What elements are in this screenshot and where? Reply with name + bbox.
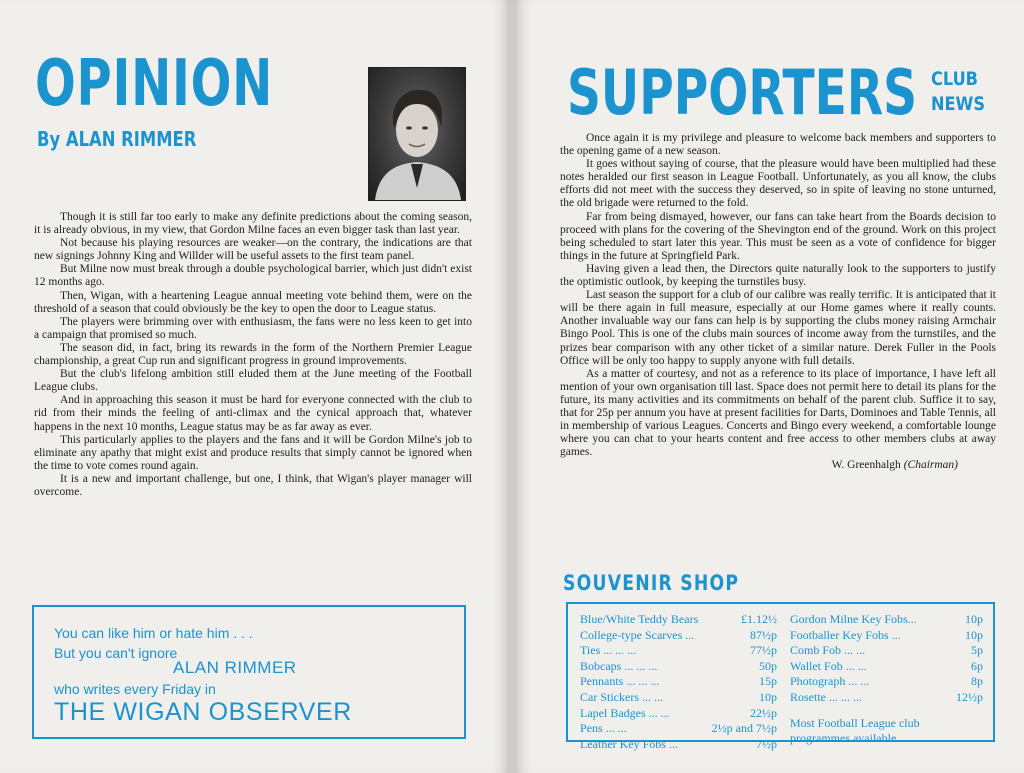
item-name: Pens ... ... [580, 721, 627, 736]
price-row [580, 643, 777, 659]
item-name: Ties ... ... ... [580, 643, 637, 658]
price-row [580, 612, 777, 628]
supporters-title: SUPPORTERS [567, 56, 918, 129]
price-row [580, 628, 777, 644]
left-page [0, 0, 510, 773]
price-row [580, 721, 777, 737]
supporters-article [560, 132, 996, 472]
paragraph: Far from being dismayed, however, our fans can take heart from the Boards decision to proceed with plans for the covering of the Shevington end of the ground. Work on this project being scheduled to start later this year. This must be seen as a vote of confidence for bigger things in the future at Springfield Park. [560, 210, 996, 262]
item-price: 10p [759, 689, 777, 704]
paragraph: Last season the support for a club of our calibre was really terrific. It is anticipated that it will be there again in full measure, especially at our Home games where it really counts. Another invaluable way our fans can help is by supporting the clubs money raising Armchair Bingo Pool. This is one of the clubs main sources of income away from the turnstiles, and the prizes bear comparison with any other ticket of a similar nature. Derek Fuller in the Pools Office will be only too happy to supply anyone with full details. [560, 289, 996, 367]
item-price: 7½p [756, 736, 777, 751]
paragraph: The players were brimming over with enthusiasm, the fans were no less keen to get into a campaign that promised so much. [34, 315, 472, 341]
item-name: Comb Fob ... ... [790, 643, 866, 658]
item-name: Blue/White Teddy Bears [580, 612, 699, 626]
news-label: NEWS [931, 93, 986, 115]
item-name: Photograph ... ... [790, 674, 870, 689]
item-name: Lapel Badges ... ... [580, 705, 670, 720]
item-price: 8p [971, 674, 983, 689]
price-row [790, 674, 983, 690]
item-price: 12½p [956, 689, 983, 704]
advert-box [32, 605, 466, 739]
paragraph: Then, Wigan, with a heartening League annual meeting vote behind them, were on the threshold of a season that could obviously be the key to open the door to League status. [34, 289, 472, 315]
paragraph: Though it is still far too early to make any definite predictions about the coming season, it is already obvious, in my view, that Gordon Milne faces an even bigger task than last year. [34, 211, 472, 237]
item-name: Rosette ... ... ... [790, 689, 862, 704]
price-row [580, 706, 777, 722]
item-price: 2½p and 7½p [711, 721, 777, 736]
item-price: 77½p [750, 643, 777, 658]
paragraph: It goes without saying of course, that the pleasure would have been multiplied had these notes heralded our first season in League Football. Unfortunately, as you all know, the clubs efforts did not meet with the success they deserved, so in spite of leaving no stone unturned, the old brigade were returned to the fold. [560, 158, 996, 210]
price-row [790, 643, 983, 659]
advert-line-2: But you can't ignore [54, 645, 178, 661]
advert-line-1: You can like him or hate him . . . [54, 625, 253, 641]
portrait-photo-icon [369, 68, 465, 200]
club-label: CLUB [931, 68, 979, 90]
advert-line-4: who writes every Friday in [54, 681, 216, 697]
item-price: 5p [971, 643, 983, 658]
club-news-label [931, 67, 985, 117]
item-name: Footballer Key Fobs ... [790, 627, 901, 642]
item-name: Pennants ... ... ... [580, 674, 660, 689]
item-name: Gordon Milne Key Fobs... [790, 612, 917, 626]
item-name: Bobcaps ... ... ... [580, 658, 658, 673]
item-price: £1.12½ [741, 612, 777, 626]
paragraph: And in approaching this season it must be hard for everyone connected with the club to rid from their minds the feeling of anti-climax and the cynical approach that, whatever happens in the next 10 months, League status may be as far away as ever. [34, 394, 472, 433]
item-name: College-type Scarves ... [580, 627, 695, 642]
advert-columnist-name: ALAN RIMMER [173, 658, 297, 677]
price-row [790, 659, 983, 675]
price-row [580, 674, 777, 690]
programmes-note-line-1: Most Football League club [790, 715, 920, 730]
opinion-article [34, 211, 472, 499]
price-row [580, 659, 777, 675]
byline: By ALAN RIMMER [37, 127, 197, 151]
item-name: Car Stickers ... ... [580, 689, 663, 704]
price-row [790, 628, 983, 644]
price-row [580, 690, 777, 706]
item-price: 50p [759, 658, 777, 673]
paragraph: But Milne now must break through a double psychological barrier, which just didn't exist 12 months ago. [34, 263, 472, 289]
item-price: 10p [965, 612, 983, 626]
price-list-left-column [580, 612, 777, 752]
item-name: Wallet Fob ... ... [790, 658, 867, 673]
paragraph: But the club's lifelong ambition still eluded them at the June meeting of the Football League clubs. [34, 368, 472, 394]
opinion-title: OPINION [35, 47, 274, 121]
programmes-note-line-2: programmes available [790, 731, 897, 746]
paragraph: As a matter of courtesy, and not as a reference to its place of importance, I have left all mention of your own organisation till last. Space does not permit here to detail its plans for the future, its many activities and its commitments on behalf of the parent club. Suffice it to say, that for 25p per annum you have at present facilities for Darts, Dominoes and Table Tennis, all in membership of various Leagues. Concerts and Bingo every weekend, a comfortable lounge where you can chat to your hearts content and free access to other members clubs at away games. [560, 367, 996, 459]
advert-newspaper-name: THE WIGAN OBSERVER [54, 698, 352, 726]
price-row [580, 737, 777, 753]
paragraph: Once again it is my privilege and pleasure to welcome back members and supporters to the opening game of a new season. [560, 132, 996, 158]
paragraph: It is a new and important challenge, but one, I think, that Wigan's player manager will overcome. [34, 472, 472, 498]
signature-name: W. Greenhalgh [831, 459, 901, 472]
signature-role: (Chairman) [903, 459, 958, 472]
item-price: 22½p [750, 705, 777, 720]
price-list-right-column [790, 612, 983, 747]
paragraph: This particularly applies to the players and the fans and it will be Gordon Milne's job to eliminate any apathy that might exist and produce results that simply cannot be ignored when the time to vote comes round again. [34, 433, 472, 472]
item-price: 10p [965, 627, 983, 642]
item-price: 6p [971, 658, 983, 673]
signature [560, 459, 996, 472]
paragraph: Having given a lead then, the Directors quite naturally look to the supporters to justify the optimistic outlook, by keeping the turnstiles busy. [560, 262, 996, 289]
souvenir-price-list [566, 602, 995, 751]
paragraph: The season did, in fact, bring its rewards in the form of the Northern Premier League championship, a great Cup run and significant progress in ground improvements. [34, 341, 472, 368]
item-price: 87½p [750, 627, 777, 642]
souvenir-shop-title: SOUVENIR SHOP [563, 571, 740, 595]
price-row [790, 690, 983, 706]
price-row [790, 612, 983, 628]
item-name: Leather Key Fobs ... [580, 736, 678, 751]
item-price: 15p [759, 674, 777, 689]
paragraph: Not because his playing resources are weaker—on the contrary, the indications are that new signings Johnny King and Willder will be useful assets to the first team panel. [34, 237, 472, 263]
author-portrait [368, 67, 466, 201]
